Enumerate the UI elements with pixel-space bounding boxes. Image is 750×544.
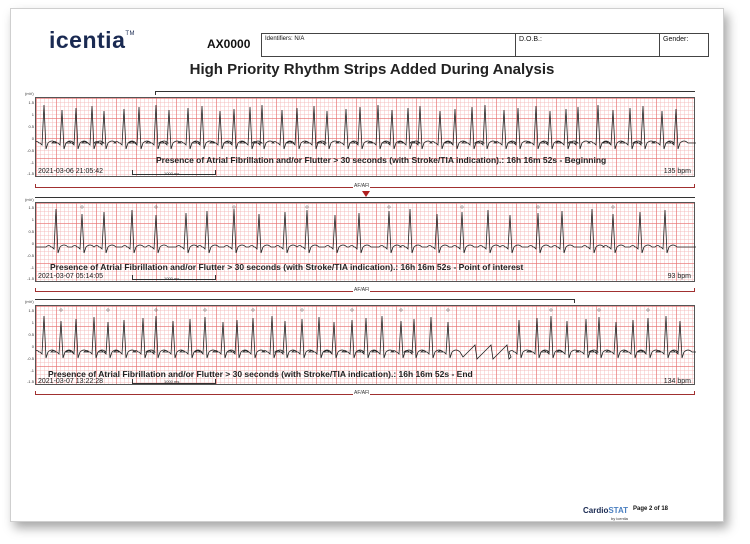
y-tick: 0 xyxy=(31,136,34,141)
y-tick: -1.5 xyxy=(27,171,34,176)
y-tick: 1.5 xyxy=(28,308,34,313)
strip-1-timestamp: 2021-03-06 21:05:42 xyxy=(38,168,103,175)
strip-1-scale-label: 1000 ms xyxy=(164,171,180,176)
ecg-waveform xyxy=(36,316,696,359)
strip-1-top-marker-tick xyxy=(155,91,156,95)
y-tick: -0.5 xyxy=(27,148,34,153)
af-line-start-tick xyxy=(35,288,36,292)
beat-annotation-dot xyxy=(301,309,303,311)
beat-annotation-dot xyxy=(204,309,206,311)
dob-label: D.O.B.: xyxy=(519,36,542,43)
ecg-strip-3 xyxy=(27,305,695,385)
strip-2-finding: Presence of Atrial Fibrillation and/or Flutter > 30 seconds (with Stroke/TIA indication).: 16h 16m 52s - Point of interest xyxy=(50,262,524,272)
strip-1-bpm: 135 bpm xyxy=(663,168,691,175)
strip-3-scale-label: 1000 ms xyxy=(164,379,180,384)
y-tick: -0.5 xyxy=(27,253,34,258)
strip-1-finding: Presence of Atrial Fibrillation and/or Flutter > 30 seconds (with Stroke/TIA indication).: 16h 16m 52s - Beginning xyxy=(156,155,607,165)
y-tick: -0.5 xyxy=(27,356,34,361)
y-tick: 1 xyxy=(31,112,34,117)
strip-3-top-marker-tick xyxy=(574,299,575,303)
y-tick: -1.5 xyxy=(27,379,34,384)
y-tick: 1.5 xyxy=(28,205,34,210)
strip-3-top-marker xyxy=(35,299,575,300)
beat-annotation-dot xyxy=(647,309,649,311)
patient-info-box xyxy=(261,33,709,57)
strip-1-af-line xyxy=(35,183,695,189)
dob-cell xyxy=(516,34,660,56)
af-line-start-tick xyxy=(35,184,36,188)
page-number: Page 2 of 18 xyxy=(633,506,669,512)
beat-annotation-dot xyxy=(81,206,83,208)
af-line-end-tick xyxy=(694,288,695,292)
strip-2-top-marker xyxy=(35,197,695,198)
strip-3-bpm: 134 bpm xyxy=(663,378,691,385)
strip-1-mv-label: (mV) xyxy=(25,91,34,96)
beat-annotation-dot xyxy=(306,206,308,208)
report-page xyxy=(10,8,724,522)
cardiostat-logo: CardioSTAT xyxy=(583,506,629,515)
y-tick: 0.5 xyxy=(28,124,34,129)
y-tick: 1.5 xyxy=(28,100,34,105)
cardiostat-byline: by icentia xyxy=(611,516,628,521)
strip-2-bpm: 93 bpm xyxy=(667,273,691,280)
ecg-strip-2 xyxy=(27,202,695,282)
beat-annotation-dot xyxy=(155,206,157,208)
beat-annotation-dot xyxy=(537,206,539,208)
strip-1-top-marker xyxy=(155,91,695,92)
beat-annotation-dot xyxy=(447,309,449,311)
ecg-waveform xyxy=(36,105,696,149)
icentia-logo: icentia™ xyxy=(49,27,136,53)
y-tick: 0.5 xyxy=(28,229,34,234)
strip-2-af-line xyxy=(35,287,695,293)
beat-annotation-dot xyxy=(461,206,463,208)
beat-annotation-dot xyxy=(252,309,254,311)
strip-2-af-label: AF/AFl xyxy=(354,287,370,293)
strip-2-scale-label: 1000 ms xyxy=(164,276,180,281)
beat-annotation-dot xyxy=(400,309,402,311)
af-line-start-tick xyxy=(35,391,36,395)
y-tick: -1 xyxy=(30,368,34,373)
strip-2-mv-label: (mV) xyxy=(25,197,34,202)
beat-annotation-dot xyxy=(550,309,552,311)
strip-3-mv-label: (mV) xyxy=(25,299,34,304)
beat-annotation-dot xyxy=(351,309,353,311)
strip-1-af-label: AF/AFl xyxy=(354,183,370,189)
y-tick: -1 xyxy=(30,265,34,270)
strip-3-finding: Presence of Atrial Fibrillation and/or Flutter > 30 seconds (with Stroke/TIA indication).: 16h 16m 52s - End xyxy=(48,369,473,379)
y-tick: 1 xyxy=(31,217,34,222)
ecg-trace-1 xyxy=(36,98,696,178)
page-title: High Priority Rhythm Strips Added During Analysis xyxy=(189,61,555,78)
gender-cell xyxy=(660,34,708,56)
beat-annotation-dot xyxy=(107,309,109,311)
y-tick: -1.5 xyxy=(27,276,34,281)
identifiers-value: Identifiers: N/A xyxy=(265,36,305,42)
y-tick: -1 xyxy=(30,160,34,165)
identifiers-cell xyxy=(262,34,516,56)
y-tick: 0.5 xyxy=(28,332,34,337)
y-tick: 0 xyxy=(31,344,34,349)
ecg-waveform xyxy=(36,209,696,253)
y-tick: 1 xyxy=(31,320,34,325)
af-line-end-tick xyxy=(694,391,695,395)
beat-annotation-dot xyxy=(155,309,157,311)
y-tick: 0 xyxy=(31,241,34,246)
strip-3-timestamp: 2021-03-07 13:22:28 xyxy=(38,378,103,385)
beat-annotation-dot xyxy=(612,206,614,208)
ecg-strip-1 xyxy=(27,97,695,177)
beat-annotation-dot xyxy=(60,309,62,311)
beat-annotation-dot xyxy=(233,206,235,208)
strip-3-af-line xyxy=(35,390,695,396)
gender-label: Gender: xyxy=(663,36,689,43)
af-line-end-tick xyxy=(694,184,695,188)
strip-3-af-label: AF/AFl xyxy=(354,390,370,396)
beat-annotation-dot xyxy=(598,309,600,311)
report-id: AX0000 xyxy=(207,37,251,51)
beat-annotation-dot xyxy=(388,206,390,208)
strip-2-timestamp: 2021-03-07 05:14:05 xyxy=(38,273,103,280)
